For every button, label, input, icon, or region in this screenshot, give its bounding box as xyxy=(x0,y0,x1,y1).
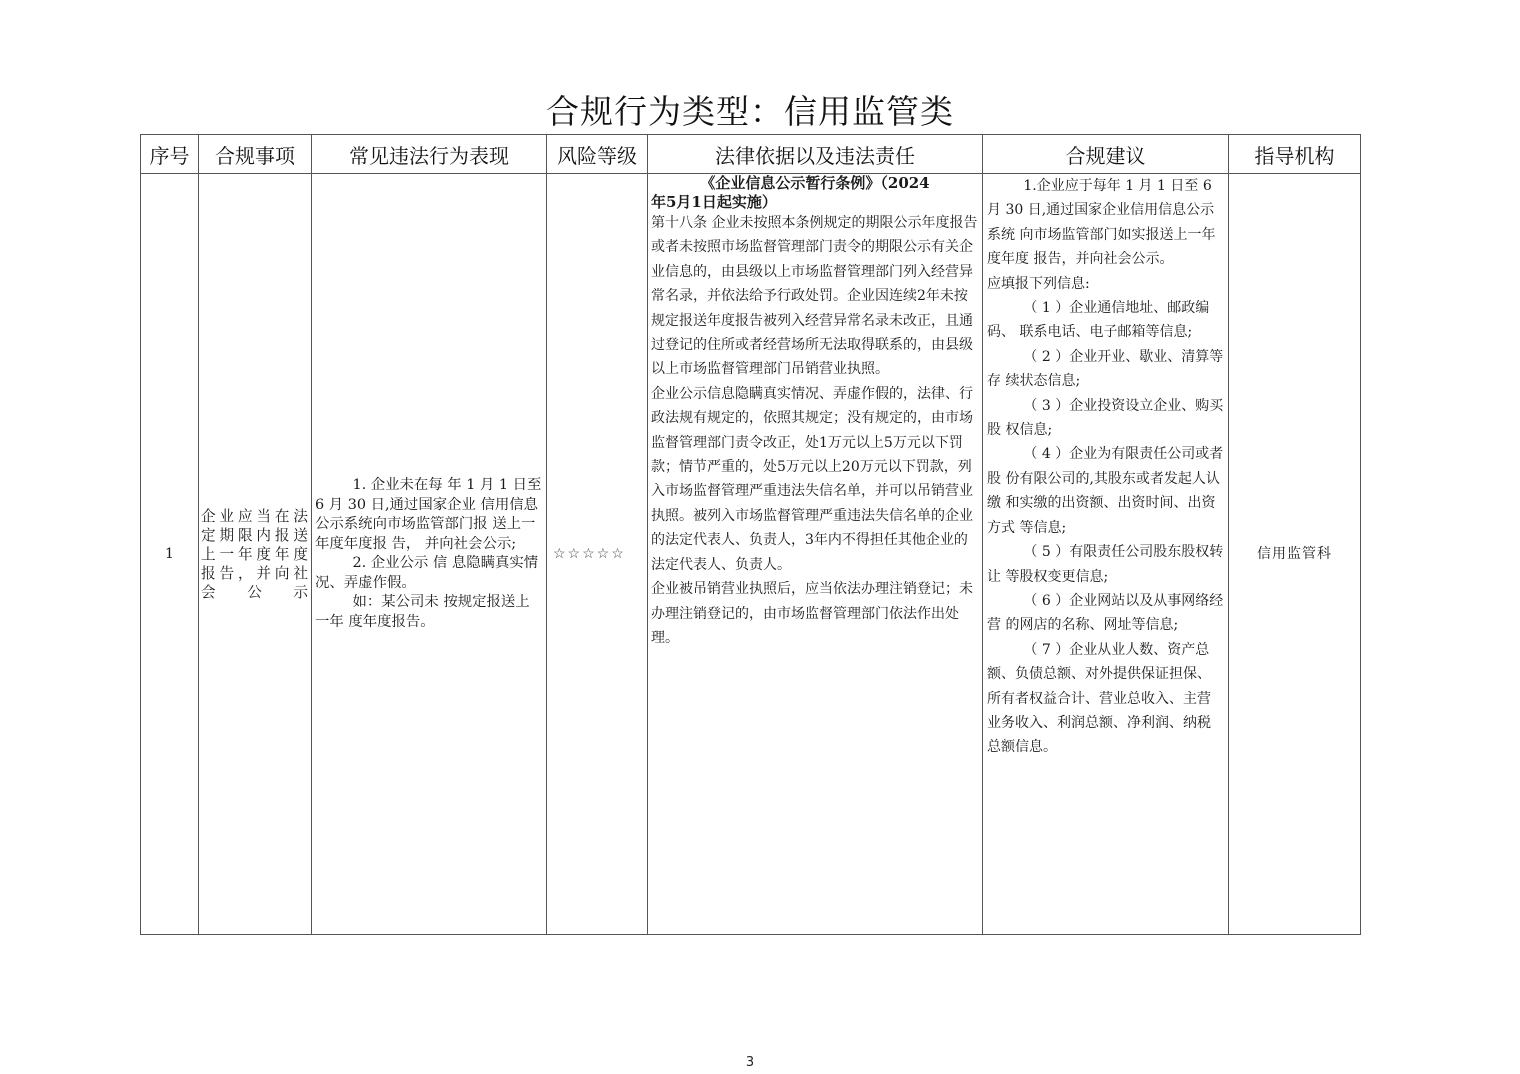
cell-law xyxy=(648,174,983,935)
cell-item: 企业应当在法定期限内报送上一年度年度报告，并向社会公示 xyxy=(199,174,312,935)
behavior-1: 1. 企业未在每 年 1 月 1 日至 6 月 30 日,通过国家企业 信用信息公示系统向市场监管部门报 送上一年度年度报 告， 并向社会公示; xyxy=(315,477,542,552)
advice-item-1: （ 1 ）企业通信地址、邮政编码、 联系电话、电子邮箱等信息; xyxy=(987,300,1210,341)
advice-item-7: （ 7 ）企业从业人数、资产总额、负债总额、对外提供保证担保、所有者权益合计、营业总收入、主营业务收入、利润总额、净利润、纳税总额信息。 xyxy=(987,641,1211,756)
cell-behaviors xyxy=(312,174,547,935)
law-heading-line-2: 年5月1日起实施） xyxy=(651,193,777,211)
header-risk: 风险等级 xyxy=(547,135,648,174)
compliance-table xyxy=(140,134,1361,935)
cell-advice xyxy=(983,174,1229,935)
cell-seq: 1 xyxy=(141,174,199,935)
law-paragraph-1: 第十八条 企业未按照本条例规定的期限公示年度报告或者未按照市场监督管理部门责令的期限公示有关企业信息的，由县级以上市场监督管理部门列入经营异常名录，并依法给予行政处罚。企业因连续2年未按规定报送年度报告被列入经营异常名录未改正，且通过登记的住所或者经营场所无法取得联系的，由县级以上市场监督管理部门吊销营业执照。 xyxy=(651,215,978,378)
law-paragraph-2: 企业公示信息隐瞒真实情况、弄虚作假的，法律、行政法规有规定的，依照其规定；没有规定的，由市场监督管理部门责令改正，处1万元以上5万元以下罚款；情节严重的，处5万元以上20万元以下罚款，列入市场监督管理严重违法失信名单，并可以吊销营业执照。被列入市场监督管理严重违法失信名单的企业的法定代表人、负责人，3年内不得担任其他企业的法定代表人、负责人。 xyxy=(651,385,973,573)
law-heading-line-1: 《企业信息公示暂行条例》（2024 xyxy=(700,174,930,192)
header-org: 指导机构 xyxy=(1229,135,1361,174)
advice-item-5: （ 5 ）有限责任公司股东股权转让 等股权变更信息; xyxy=(987,544,1224,585)
header-advice: 合规建议 xyxy=(983,135,1229,174)
page-title: 合规行为类型：信用监管类 xyxy=(546,92,954,131)
cell-risk-stars: ☆☆☆☆☆ xyxy=(547,174,648,935)
advice-intro: 1.企业应于每年 1 月 1 日至 6 月 30 日,通过国家企业信用信息公示系统 向市场监管部门如实报送上一年度年度 报告，并向社会公示。 xyxy=(987,178,1216,268)
law-paragraph-3: 企业被吊销营业执照后，应当依法办理注销登记；未办理注销登记的，由市场监督管理部门依法作出处理。 xyxy=(651,581,973,646)
advice-fill-label: 应填报下列信息: xyxy=(987,275,1090,292)
advice-item-6: （ 6 ）企业网站以及从事网络经营 的网店的名称、网址等信息; xyxy=(987,592,1224,634)
table-header-row xyxy=(141,135,1361,174)
cell-org: 信用监管科 xyxy=(1229,174,1361,935)
advice-item-4: （ 4 ）企业为有限责任公司或者股 份有限公司的,其股东或者发起人认缴 和实缴的出资额、出资时间、出资方式 等信息; xyxy=(987,446,1224,536)
advice-item-2: （ 2 ）企业开业、歇业、清算等存 续状态信息; xyxy=(987,348,1224,390)
table-row xyxy=(141,174,1361,935)
header-law: 法律依据以及违法责任 xyxy=(648,135,983,174)
behavior-2: 2. 企业公示 信 息隐瞒真实情况、弄虚作假。 xyxy=(315,555,539,591)
advice-item-3: （ 3 ）企业投资设立企业、购买股 权信息; xyxy=(987,397,1224,439)
header-item: 合规事项 xyxy=(199,135,312,174)
behavior-example: 如：某公司未 按规定报送上一年 度年度报告。 xyxy=(315,594,530,630)
page-number: 3 xyxy=(745,1055,755,1070)
header-seq: 序号 xyxy=(141,135,199,174)
header-behaviors: 常见违法行为表现 xyxy=(312,135,547,174)
